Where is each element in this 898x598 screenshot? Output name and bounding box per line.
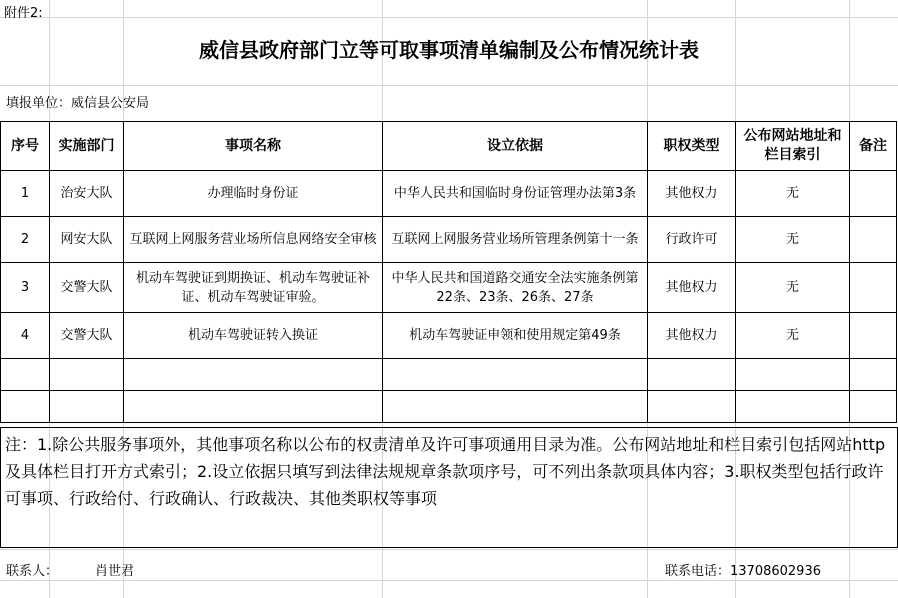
filler-unit: 填报单位：威信县公安局 [6,96,150,111]
header-remark: 备注 [850,122,897,171]
cell-site: 无 [736,263,850,313]
grid-line [0,580,898,581]
empty-cell [648,391,736,423]
empty-cell [50,391,124,423]
contact-label: 联系人： [6,564,59,579]
cell-site: 无 [736,313,850,359]
cell-dept: 网安大队 [50,217,124,263]
cell-type: 行政许可 [648,217,736,263]
contact-phone [665,560,821,579]
empty-cell [736,391,850,423]
grid-line [0,85,898,86]
cell-dept: 治安大队 [50,171,124,217]
empty-cell [648,359,736,391]
cell-basis: 中华人民共和国道路交通安全法实施条例第22条、23条、26条、27条 [383,263,648,313]
cell-no: 4 [1,313,50,359]
cell-type: 其他权力 [648,263,736,313]
cell-type: 其他权力 [648,313,736,359]
cell-remark [850,171,897,217]
attachment-label: 附件2: [4,6,43,21]
cell-basis: 互联网上网服务营业场所管理条例第十一条 [383,217,648,263]
cell-basis: 机动车驾驶证申领和使用规定第49条 [383,313,648,359]
cell-remark [850,217,897,263]
table-note: 注：1.除公共服务事项外，其他事项名称以公布的权责清单及许可事项通用目录为准。公布网站地址和栏目索引包括网站http及具体栏目打开方式索引；2.设立依据只填写到法律法规规章条款项序号，可不列出条款项具体内容；3.职权类型包括行政许可事项、行政给付、行政确认、行政裁决、其他类职权等事项 [0,427,898,548]
empty-cell [383,359,648,391]
cell-remark [850,263,897,313]
table-row [1,171,897,217]
cell-name: 机动车驾驶证转入换证 [124,313,383,359]
empty-cell [1,359,50,391]
header-no: 序号 [1,122,50,171]
cell-no: 1 [1,171,50,217]
cell-site: 无 [736,171,850,217]
table-row [1,263,897,313]
empty-cell [1,391,50,423]
cell-no: 3 [1,263,50,313]
contact-name: 肖世君 [95,564,135,579]
cell-site: 无 [736,217,850,263]
cell-type: 其他权力 [648,171,736,217]
cell-basis: 中华人民共和国临时身份证管理办法第3条 [383,171,648,217]
header-name: 事项名称 [124,122,383,171]
header-site: 公布网站地址和栏目索引 [736,122,850,171]
empty-cell [50,359,124,391]
empty-row [1,391,897,423]
cell-name: 机动车驾驶证到期换证、机动车驾驶证补证、机动车驾驶证审验。 [124,263,383,313]
header-dept: 实施部门 [50,122,124,171]
empty-row [1,359,897,391]
header-basis: 设立依据 [383,122,648,171]
cell-dept: 交警大队 [50,263,124,313]
cell-remark [850,313,897,359]
grid-line [0,549,898,550]
cell-dept: 交警大队 [50,313,124,359]
empty-cell [850,359,897,391]
header-row [1,122,897,171]
empty-cell [850,391,897,423]
cell-no: 2 [1,217,50,263]
phone-number: 13708602936 [730,564,821,579]
grid-line [0,17,898,18]
stats-table [0,121,897,423]
empty-cell [124,359,383,391]
table-row [1,313,897,359]
cell-name: 互联网上网服务营业场所信息网络安全审核 [124,217,383,263]
table-row [1,217,897,263]
empty-cell [736,359,850,391]
page-title: 威信县政府部门立等可取事项清单编制及公布情况统计表 [199,38,699,62]
header-type: 职权类型 [648,122,736,171]
phone-label: 联系电话： [665,564,731,579]
empty-cell [383,391,648,423]
cell-name: 办理临时身份证 [124,171,383,217]
empty-cell [124,391,383,423]
